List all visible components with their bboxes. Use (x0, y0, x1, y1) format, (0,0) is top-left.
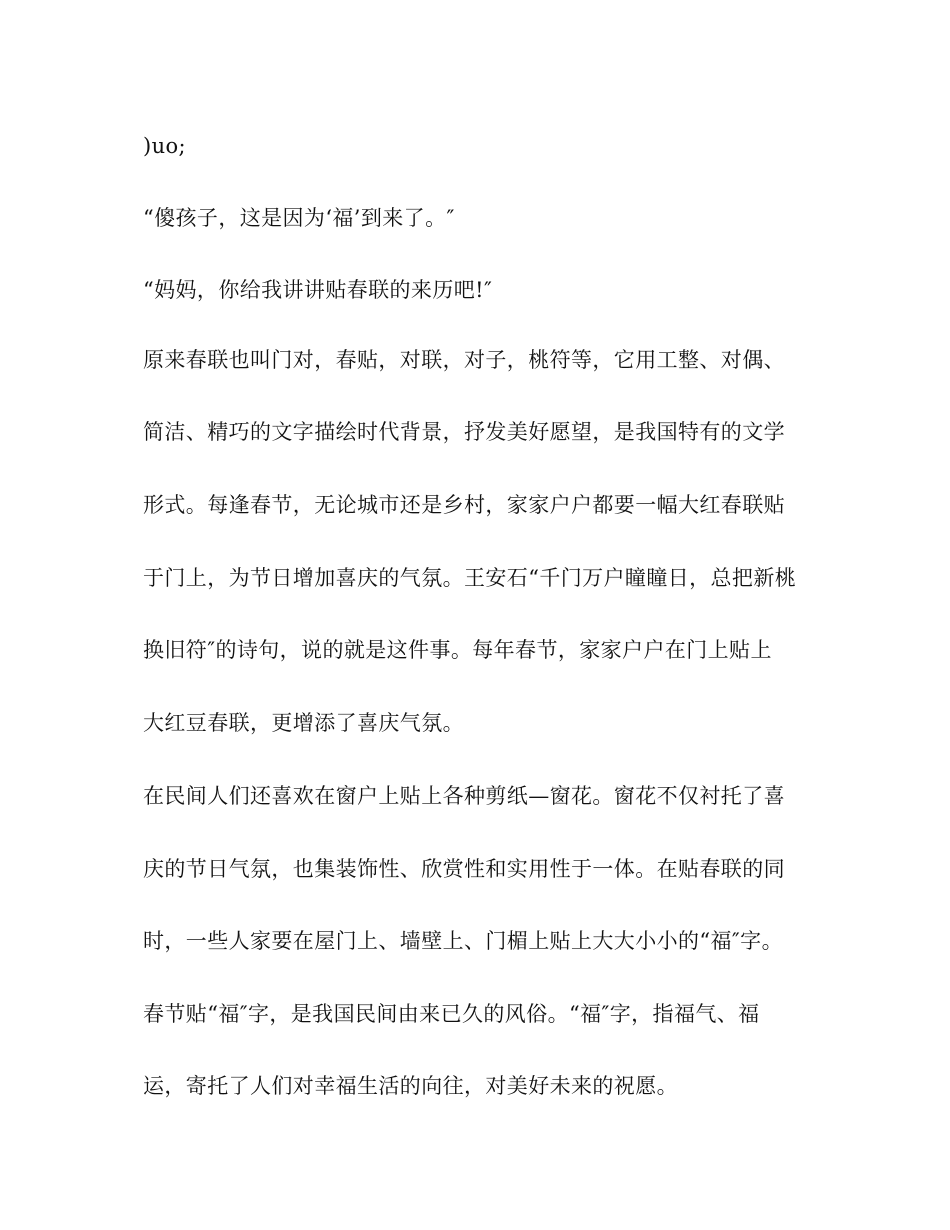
text-line: 大红豆春联，更增添了喜庆气氛。 (143, 711, 464, 735)
text-line: 时，一些人家要在屋门上、墙壁上、门楣上贴上大大小小的“福″字。 (143, 929, 783, 953)
text-line: 于门上，为节日增加喜庆的气氛。王安石“千门万户瞳瞳日，总把新桃 (143, 566, 797, 590)
text-line: )uo; (143, 134, 187, 158)
text-line: 换旧符″的诗句，说的就是这件事。每年春节，家家户户在门上贴上 (143, 638, 772, 662)
text-line: “妈妈，你给我讲讲贴春联的来历吧!″ (143, 278, 493, 302)
text-line: 运，寄托了人们对幸福生活的向往，对美好未来的祝愿。 (143, 1074, 678, 1098)
text-line: 形式。每逢春节，无论城市还是乡村，家家户户都要一幅大红春联贴 (143, 493, 785, 517)
text-line: 庆的节日气氛，也集装饰性、欣赏性和实用性于一体。在贴春联的同 (143, 857, 785, 881)
text-line: “傻孩子，这是因为‘福’到来了。″ (143, 206, 455, 230)
text-line: 简洁、精巧的文字描绘时代背景，抒发美好愿望，是我国特有的文学 (143, 420, 785, 444)
text-line: 原来春联也叫门对，春贴，对联，对子，桃符等，它用工整、对偶、 (143, 348, 785, 372)
text-line: 在民间人们还喜欢在窗户上贴上各种剪纸—窗花。窗花不仅衬托了喜 (143, 784, 785, 808)
text-line: 春节贴“福″字，是我国民间由来已久的风俗。“福″字，指福气、福 (143, 1002, 760, 1026)
